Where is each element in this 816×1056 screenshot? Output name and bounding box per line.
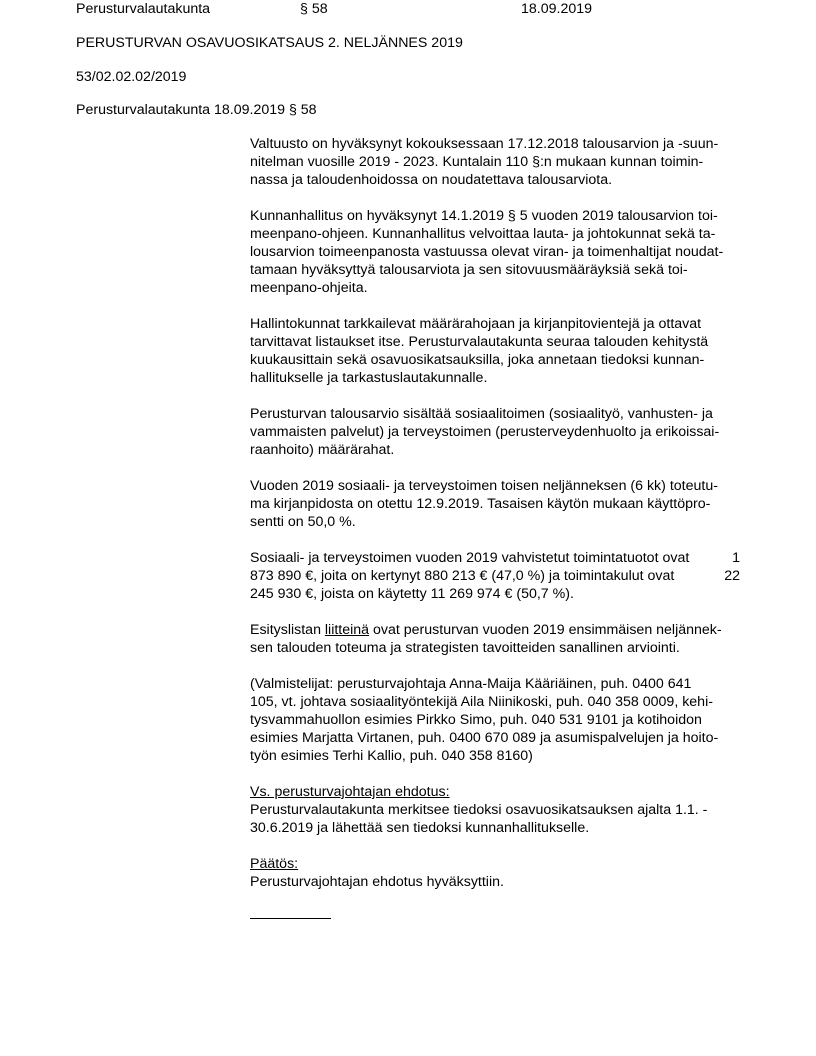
meeting-reference: Perusturvalautakunta 18.09.2019 § 58: [76, 102, 317, 118]
text-line: 245 930 €, joista on käytetty 11 269 974 € (50,7 %).: [250, 586, 574, 602]
text-line: tysvammahuollon esimies Pirkko Simo, puh. 040 531 9101 ja kotihoidon: [250, 712, 702, 728]
text-line: tarvittavat listaukset itse. Perusturvalautakunta seuraa talouden kehitystä: [250, 334, 709, 350]
header-date: 18.09.2019: [521, 1, 593, 17]
text-line: vammaisten palvelut) ja terveystoimen (perusterveydenhuolto ja erikoissai-: [250, 424, 720, 440]
text-line: esimies Marjatta Virtanen, puh. 0400 670 089 ja asumispalvelujen ja hoito-: [250, 730, 719, 746]
text-line: sen talouden toteuma ja strategisten tavoitteiden sanallinen arviointi.: [250, 640, 680, 656]
text-line: (Valmistelijat: perusturvajohtaja Anna-Maija Kääriäinen, puh. 0400 641: [250, 676, 692, 692]
page-title: PERUSTURVAN OSAVUOSIKATSAUS 2. NELJÄNNES 2019: [76, 35, 463, 51]
text-line: 105, vt. johtava sosiaalityöntekijä Aila Niinikoski, puh. 040 358 0009, kehi-: [250, 694, 713, 710]
text-line: meenpano-ohjeen. Kunnanhallitus velvoittaa lauta- ja johtokunnat sekä ta-: [250, 226, 716, 242]
text-segment: 1: [732, 550, 740, 566]
text-line: [250, 621, 740, 639]
text-line: työn esimies Terhi Kallio, puh. 040 358 8160): [250, 748, 533, 764]
paragraph-preparers: [250, 675, 740, 765]
paragraph-monitoring: [250, 315, 740, 387]
decision-text: Perusturvajohtajan ehdotus hyväksyttiin.: [250, 874, 504, 890]
text-line: ma kirjanpidosta on otettu 12.9.2019. Tasaisen käytön mukaan käyttöpro-: [250, 496, 711, 512]
text-segment: Sosiaali- ja terveystoimen vuoden 2019 vahvistetut toimintatuotot ovat: [250, 550, 690, 566]
paragraph-attachments: [250, 621, 740, 657]
text-line: hallitukselle ja tarkastuslautakunnalle.: [250, 370, 488, 386]
text-line: Kunnanhallitus on hyväksynyt 14.1.2019 § 5 vuoden 2019 talousarvion toi-: [250, 208, 718, 224]
proposal-heading: Vs. perusturvajohtajan ehdotus:: [250, 784, 450, 800]
header-board: Perusturvalautakunta: [76, 1, 211, 17]
paragraph-figures: [250, 549, 740, 603]
paragraph-budget-approval: [250, 135, 740, 189]
text-line: Perusturvalautakunta merkitsee tiedoksi osavuosikatsauksen ajalta 1.1. -: [250, 802, 708, 818]
text-line: meenpano-ohjeita.: [250, 280, 368, 296]
text-line: [250, 567, 740, 585]
text-segment: Esityslistan: [250, 622, 325, 638]
text-segment: 22: [724, 568, 740, 584]
document-body: [250, 135, 740, 919]
text-line: tamaan hyväksyttyä talousarviota ja sen sitovuusmääräyksiä sekä toi-: [250, 262, 688, 278]
text-line: Valtuusto on hyväksynyt kokouksessaan 17.12.2018 talousarvion ja -suun-: [250, 136, 719, 152]
paragraph-budget-contents: [250, 405, 740, 459]
proposal-section: [250, 783, 740, 837]
text-line: kuukausittain sekä osavuosikatsauksilla, joka annetaan tiedoksi kunnan-: [250, 352, 705, 368]
attachments-link[interactable]: liitteinä: [324, 622, 370, 638]
text-segment: 873 890 €, joita on kertynyt 880 213 € (47,0 %) ja toimintakulut ovat: [250, 568, 675, 584]
text-line: [250, 549, 740, 567]
paragraph-implementation-guideline: [250, 207, 740, 297]
text-line: sentti on 50,0 %.: [250, 514, 356, 530]
text-line: 30.6.2019 ja lähettää sen tiedoksi kunnanhallitukselle.: [250, 820, 590, 836]
text-line: Perusturvan talousarvio sisältää sosiaalitoimen (sosiaalityö, vanhusten- ja: [250, 406, 713, 422]
reference-number: 53/02.02.02/2019: [76, 69, 187, 85]
text-line: nitelman vuosille 2019 - 2023. Kuntalain 110 §:n mukaan kunnan toimin-: [250, 154, 704, 170]
text-line: raanhoito) määrärahat.: [250, 442, 395, 458]
decision-section: [250, 855, 740, 891]
text-line: nassa ja taloudenhoidossa on noudatettava talousarviota.: [250, 172, 613, 188]
paragraph-second-quarter: [250, 477, 740, 531]
text-segment: ovat perusturvan vuoden 2019 ensimmäisen neljännek-: [369, 622, 722, 638]
decision-heading: Päätös:: [250, 856, 299, 872]
header-section: § 58: [300, 1, 328, 17]
text-line: lousarvion toimeenpanosta vastuussa olevat viran- ja toimenhaltijat noudat-: [250, 244, 724, 260]
signature-rule: [250, 909, 331, 919]
text-line: Vuoden 2019 sosiaali- ja terveystoimen toisen neljänneksen (6 kk) toteutu-: [250, 478, 718, 494]
text-line: Hallintokunnat tarkkailevat määrärahojaan ja kirjanpitovientejä ja ottavat: [250, 316, 702, 332]
